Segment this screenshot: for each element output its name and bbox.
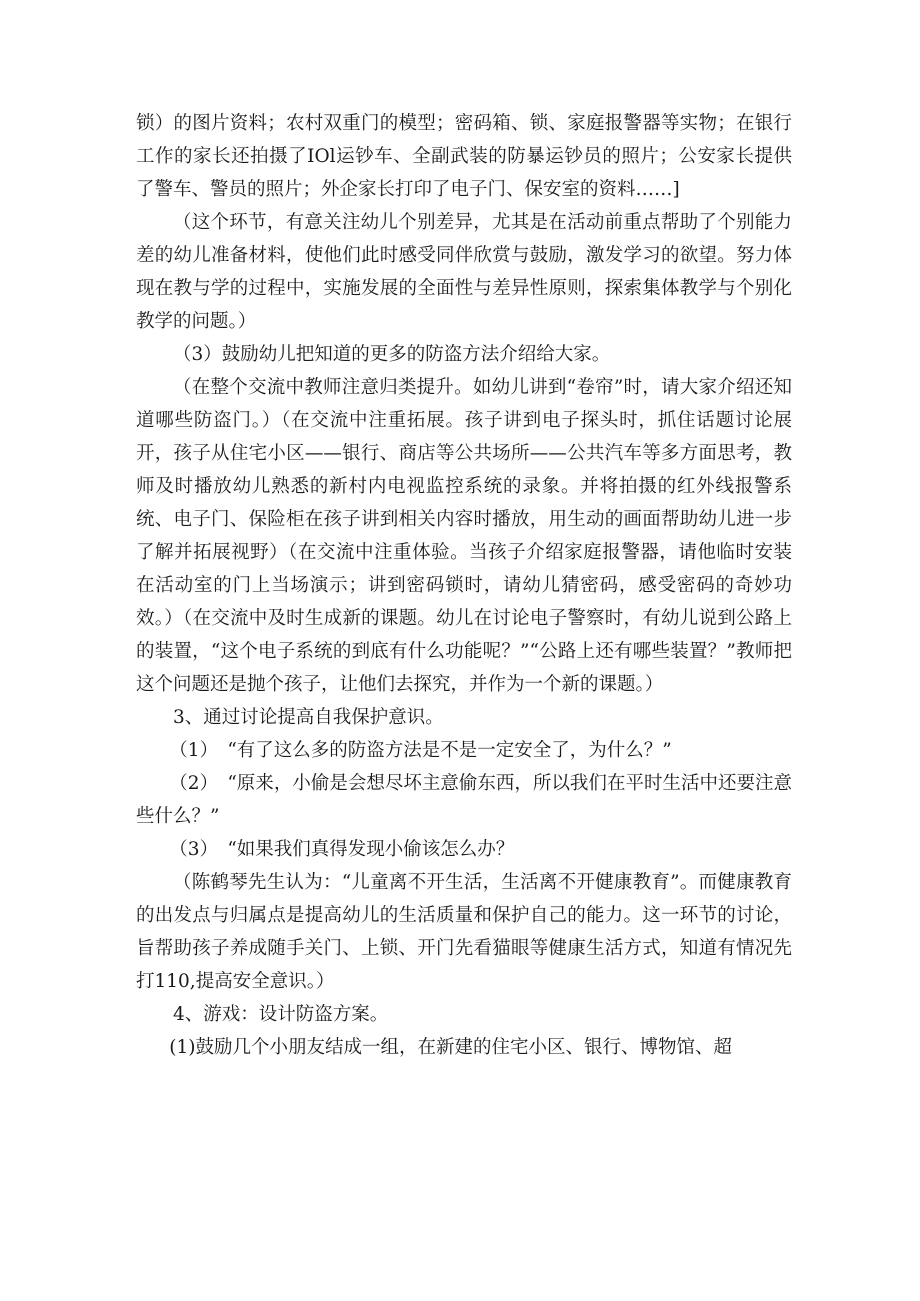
paragraph-exchange-notes: （在整个交流中教师注意归类提升。如幼儿讲到“卷帘”时，请大家介绍还知道哪些防盗门。）（在交流中注重拓展。孩子讲到电子探头时，抓住话题讨论展开，孩子从住宅小区——银行、商店等公共场所——公共汽车等多方面思考，教师及时播放幼儿熟悉的新村内电视监控系统的录象。并将拍摄的红外线报警系统、电子门、保险柜在孩子讲到相关内容时播放，用生动的画面帮助幼儿进一步了解并拓展视野）（在交流中注重体验。当孩子介绍家庭报警器，请他临时安装在活动室的门上当场演示；讲到密码锁时，请幼儿猜密码，感受密码的奇妙功效。）（在交流中及时生成新的课题。幼儿在讨论电子警察时，有幼儿说到公路上的装置，“这个电子系统的到底有什么功能呢？”“公路上还有哪些装置？”教师把这个问题还是抛个孩子，让他们去探究，并作为一个新的课题。） — [136, 377, 792, 695]
paragraph-materials-list: 锁）的图片资料；农村双重门的模型；密码箱、锁、家庭报警器等实物；在银行工作的家长还拍摄了IOl运钞车、全副武装的防暴运钞员的照片；公安家长提供了警车、警员的照片；外企家长打印了电子门、保安室的资料……] — [136, 113, 792, 200]
paragraph-individual-differences-note: （这个环节，有意关注幼儿个别差异，尤其是在活动前重点帮助了个别能力差的幼儿准备材料，使他们此时感受同伴欣赏与鼓励，激发学习的欲望。努力体现在教与学的过程中，实施发展的全面性与差异性原则，探索集体教学与个别化教学的问题。） — [136, 212, 792, 332]
document-body — [136, 107, 792, 1064]
paragraph-question-1: （1） “有了这么多的防盗方法是不是一定安全了，为什么？” — [169, 740, 672, 761]
paragraph-question-2: （2） “原来，小偷是会想尽坏主意偷东西，所以我们在平时生活中还要注意些什么？” — [136, 773, 792, 827]
paragraph-section-3-heading: 3、通过讨论提高自我保护意识。 — [173, 707, 444, 728]
paragraph-section-4-heading: 4、游戏：设计防盗方案。 — [173, 1004, 389, 1025]
paragraph-step-3-introduce-methods: （3）鼓励幼儿把知道的更多的防盗方法介绍给大家。 — [173, 344, 611, 365]
paragraph-health-education-note: （陈鹤琴先生认为：“儿童离不开生活，生活离不开健康教育”。而健康教育的出发点与归属点是提高幼儿的生活质量和保护自己的能力。这一环节的讨论，旨帮助孩子养成随手关门、上锁、开门先看猫眼等健康生活方式，知道有情况先打110,提高安全意识。） — [136, 872, 792, 992]
paragraph-game-step-1: (1)鼓励几个小朋友结成一组，在新建的住宅小区、银行、博物馆、超 — [169, 1037, 733, 1058]
paragraph-question-3: （3） “如果我们真得发现小偷该怎么办？ — [169, 839, 515, 860]
